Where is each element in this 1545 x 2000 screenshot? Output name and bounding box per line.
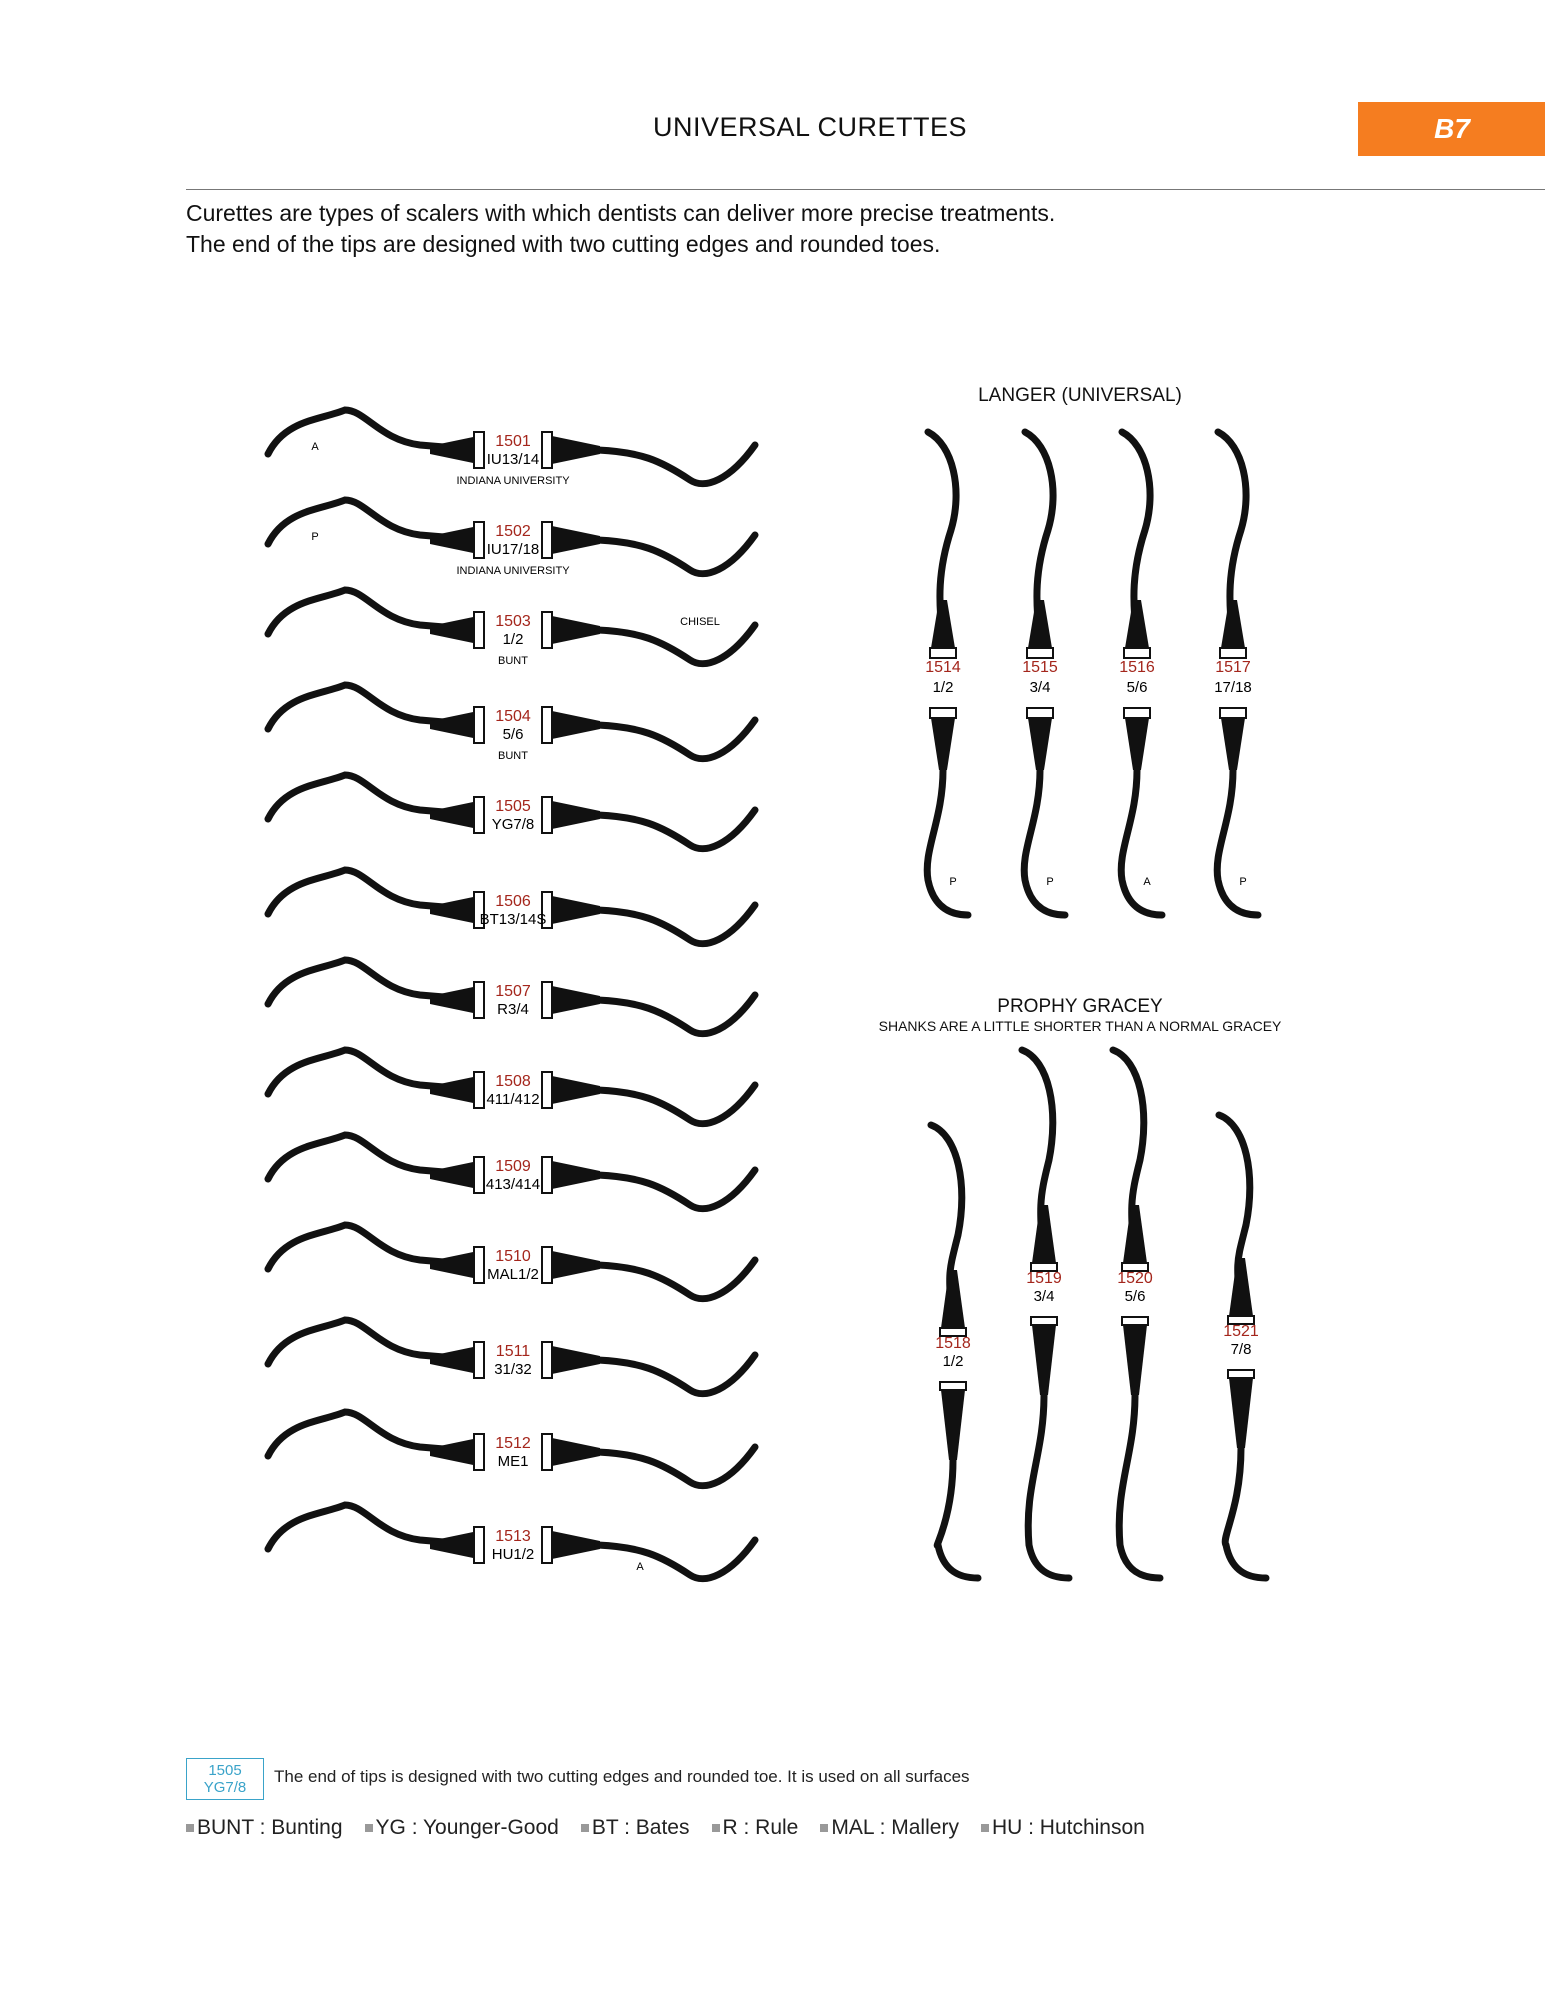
instrument-code: 1512 <box>495 1435 531 1452</box>
legend-sample-label <box>186 1758 264 1800</box>
left-handle <box>430 616 478 644</box>
instrument-model: 1/2 <box>932 679 954 696</box>
instrument-note: BUNT <box>498 655 528 667</box>
langer-heading: LANGER (UNIVERSAL) <box>978 385 1182 406</box>
bottom-working-end <box>1024 770 1065 915</box>
top-handle <box>1125 600 1149 648</box>
instrument-1504 <box>268 685 755 762</box>
bottom-handle <box>1221 718 1245 770</box>
instrument-1515 <box>1022 432 1065 915</box>
ferrule <box>474 1527 484 1563</box>
ferrule <box>474 707 484 743</box>
langer-instrument-list <box>925 432 1258 915</box>
right-handle <box>552 1251 600 1279</box>
left-handle <box>430 896 478 924</box>
instrument-code: 1520 <box>1117 1270 1153 1287</box>
instrument-note: BUNT <box>498 750 528 762</box>
left-handle <box>430 526 478 554</box>
ferrule <box>474 522 484 558</box>
left-handle <box>430 1531 478 1559</box>
instrument-model: 411/412 <box>486 1091 540 1108</box>
right-handle <box>552 436 600 464</box>
instrument-1508 <box>268 1050 755 1124</box>
intro-line-2: The end of the tips are designed with two cutting edges and rounded toes. <box>186 231 941 257</box>
instrument-code: 1511 <box>495 1343 531 1360</box>
instrument-code: 1507 <box>495 983 531 1000</box>
ferrule <box>474 1342 484 1378</box>
right-handle <box>552 896 600 924</box>
instrument-1511 <box>268 1320 755 1394</box>
bottom-working-end <box>937 1460 978 1578</box>
tip-label: A <box>1143 876 1151 888</box>
ferrule <box>1031 1317 1057 1325</box>
left-handle <box>430 711 478 739</box>
legend-model: YG7/8 <box>203 1779 247 1796</box>
bottom-working-end <box>1121 770 1162 915</box>
instrument-1501 <box>268 410 755 487</box>
section-badge: B7 <box>1358 102 1545 156</box>
right-handle <box>552 526 600 554</box>
ferrule <box>930 648 956 658</box>
ferrule <box>542 432 552 468</box>
instrument-code: 1514 <box>925 659 961 676</box>
instrument-model: HU1/2 <box>491 1546 535 1563</box>
right-working-end <box>598 905 755 944</box>
left-handle <box>430 986 478 1014</box>
right-working-end <box>598 1540 755 1579</box>
right-working-end <box>598 445 755 484</box>
tip-label: P <box>949 876 957 888</box>
ferrule <box>542 612 552 648</box>
tip-label: A <box>311 441 319 453</box>
legend-code: 1505 <box>208 1762 242 1779</box>
abbreviation-item: BUNT : Bunting <box>186 1816 343 1840</box>
right-working-end <box>598 810 755 849</box>
instrument-model: IU17/18 <box>486 541 540 558</box>
instrument-model: R3/4 <box>497 1001 529 1018</box>
ferrule <box>542 522 552 558</box>
prophy-instrument-list <box>931 1050 1266 1578</box>
instrument-model: 17/18 <box>1214 679 1252 696</box>
instrument-1521 <box>1219 1115 1266 1578</box>
instrument-1520 <box>1113 1050 1160 1578</box>
bottom-working-end <box>1217 770 1258 915</box>
ferrule <box>474 982 484 1018</box>
left-handle <box>430 801 478 829</box>
instrument-code: 1510 <box>495 1248 531 1265</box>
ferrule <box>542 1247 552 1283</box>
instrument-model: 5/6 <box>1124 1288 1146 1305</box>
top-handle <box>931 600 955 648</box>
bottom-working-end <box>927 770 968 915</box>
instrument-1516 <box>1119 432 1162 915</box>
instrument-model: 5/6 <box>1126 679 1148 696</box>
right-handle <box>552 711 600 739</box>
right-working-end <box>598 720 755 759</box>
ferrule <box>474 1434 484 1470</box>
ferrule <box>542 797 552 833</box>
left-handle <box>430 1076 478 1104</box>
ferrule <box>1228 1370 1254 1378</box>
instrument-1502 <box>268 500 755 577</box>
instrument-code: 1517 <box>1215 659 1251 676</box>
instrument-1518 <box>931 1125 978 1578</box>
top-handle <box>1123 1205 1147 1263</box>
ferrule <box>542 1527 552 1563</box>
ferrule <box>1220 648 1246 658</box>
abbreviation-item: HU : Hutchinson <box>981 1816 1145 1840</box>
instrument-code: 1501 <box>495 433 531 450</box>
ferrule <box>1124 708 1150 718</box>
bottom-handle <box>1123 1325 1147 1395</box>
ferrule <box>542 707 552 743</box>
ferrule <box>474 1072 484 1108</box>
right-handle <box>552 1161 600 1189</box>
instrument-model: IU13/14 <box>486 451 540 468</box>
bottom-working-end <box>1225 1448 1266 1578</box>
instrument-model: YG7/8 <box>491 816 535 833</box>
ferrule <box>474 797 484 833</box>
instrument-model: 31/32 <box>494 1361 532 1378</box>
instrument-code: 1509 <box>495 1158 531 1175</box>
bottom-handle <box>1229 1378 1253 1448</box>
instrument-code: 1508 <box>495 1073 531 1090</box>
instrument-code: 1502 <box>495 523 531 540</box>
abbreviation-item: BT : Bates <box>581 1816 690 1840</box>
instrument-1513 <box>268 1505 755 1579</box>
top-handle <box>941 1270 965 1328</box>
instrument-code: 1506 <box>495 893 531 910</box>
abbreviation-item: YG : Younger-Good <box>365 1816 559 1840</box>
instrument-code: 1513 <box>495 1528 531 1545</box>
tip-label: P <box>311 531 319 543</box>
tip-label: A <box>636 1561 644 1573</box>
right-working-end <box>598 1355 755 1394</box>
ferrule <box>930 708 956 718</box>
right-handle <box>552 1531 600 1559</box>
instrument-code: 1518 <box>935 1335 971 1352</box>
right-working-end <box>598 1170 755 1209</box>
tip-label: P <box>1239 876 1247 888</box>
bottom-handle <box>931 718 955 770</box>
abbreviation-list <box>186 1816 1145 1840</box>
top-handle <box>1229 1258 1253 1316</box>
abbreviation-item: MAL : Mallery <box>820 1816 959 1840</box>
ferrule <box>542 982 552 1018</box>
legend-text: The end of tips is designed with two cutting edges and rounded toe. It is used on all surfaces <box>274 1767 970 1786</box>
instrument-model: ME1 <box>497 1453 529 1470</box>
right-working-end <box>598 1085 755 1124</box>
ferrule <box>474 432 484 468</box>
instrument-model: 7/8 <box>1230 1341 1252 1358</box>
tip-label: P <box>1046 876 1054 888</box>
top-handle <box>1221 600 1245 648</box>
instrument-code: 1516 <box>1119 659 1155 676</box>
top-handle <box>1028 600 1052 648</box>
instrument-1517 <box>1214 432 1258 915</box>
instrument-model: 1/2 <box>502 631 524 648</box>
right-working-end <box>598 1447 755 1486</box>
left-handle <box>430 1161 478 1189</box>
right-handle <box>552 801 600 829</box>
bottom-handle <box>1032 1325 1056 1395</box>
ferrule <box>474 1247 484 1283</box>
instrument-model: 1/2 <box>942 1353 964 1370</box>
right-working-end <box>598 995 755 1034</box>
left-handle <box>430 436 478 464</box>
top-handle <box>1032 1205 1056 1263</box>
ferrule <box>474 1157 484 1193</box>
instrument-note: INDIANA UNIVERSITY <box>456 475 570 487</box>
ferrule <box>1220 708 1246 718</box>
ferrule <box>474 612 484 648</box>
instrument-code: 1504 <box>495 708 531 725</box>
bottom-working-end <box>1119 1395 1160 1578</box>
instrument-code: 1505 <box>495 798 531 815</box>
intro-line-1: Curettes are types of scalers with which dentists can deliver more precise treatments. <box>186 200 1056 226</box>
instrument-code: 1503 <box>495 613 531 630</box>
ferrule <box>1027 708 1053 718</box>
instrument-model: MAL1/2 <box>487 1266 539 1283</box>
tip-label: CHISEL <box>680 616 720 628</box>
instrument-1506 <box>268 870 755 944</box>
instrument-1514 <box>925 432 968 915</box>
ferrule <box>542 1072 552 1108</box>
right-handle <box>552 1438 600 1466</box>
ferrule <box>542 1157 552 1193</box>
instrument-1505 <box>268 775 755 849</box>
prophy-heading-title: PROPHY GRACEY <box>997 996 1163 1017</box>
abbreviation-item: R : Rule <box>712 1816 799 1840</box>
right-handle <box>552 986 600 1014</box>
instrument-model: 413/414 <box>485 1176 541 1193</box>
left-handle <box>430 1346 478 1374</box>
instrument-code: 1521 <box>1223 1323 1259 1340</box>
page-title: UNIVERSAL CURETTES <box>652 112 968 142</box>
instrument-1519 <box>1022 1050 1069 1578</box>
bottom-handle <box>1125 718 1149 770</box>
ferrule <box>542 1342 552 1378</box>
bottom-handle <box>941 1390 965 1460</box>
ferrule <box>1027 648 1053 658</box>
instrument-code: 1519 <box>1026 1270 1062 1287</box>
left-instrument-list <box>268 410 755 1579</box>
instrument-1509 <box>268 1135 755 1209</box>
instrument-model: 3/4 <box>1033 1288 1055 1305</box>
right-handle <box>552 616 600 644</box>
instrument-model: 5/6 <box>502 726 524 743</box>
instrument-code: 1515 <box>1022 659 1058 676</box>
right-working-end <box>598 625 755 664</box>
instrument-1510 <box>268 1225 755 1299</box>
ferrule <box>940 1382 966 1390</box>
left-handle <box>430 1251 478 1279</box>
prophy-heading <box>870 996 1290 1034</box>
bottom-handle <box>1028 718 1052 770</box>
right-handle <box>552 1076 600 1104</box>
prophy-subheading: SHANKS ARE A LITTLE SHORTER THAN A NORMAL GRACEY <box>878 1018 1282 1034</box>
left-handle <box>430 1438 478 1466</box>
right-working-end <box>598 1260 755 1299</box>
right-handle <box>552 1346 600 1374</box>
instrument-1512 <box>268 1412 755 1486</box>
right-working-end <box>598 535 755 574</box>
instrument-note: INDIANA UNIVERSITY <box>456 565 570 577</box>
instrument-1507 <box>268 960 755 1034</box>
bottom-working-end <box>1028 1395 1069 1578</box>
ferrule <box>1122 1317 1148 1325</box>
ferrule <box>1124 648 1150 658</box>
instrument-model: BT13/14S <box>479 911 547 928</box>
instrument-model: 3/4 <box>1029 679 1051 696</box>
instrument-1503 <box>268 590 755 667</box>
ferrule <box>542 1434 552 1470</box>
